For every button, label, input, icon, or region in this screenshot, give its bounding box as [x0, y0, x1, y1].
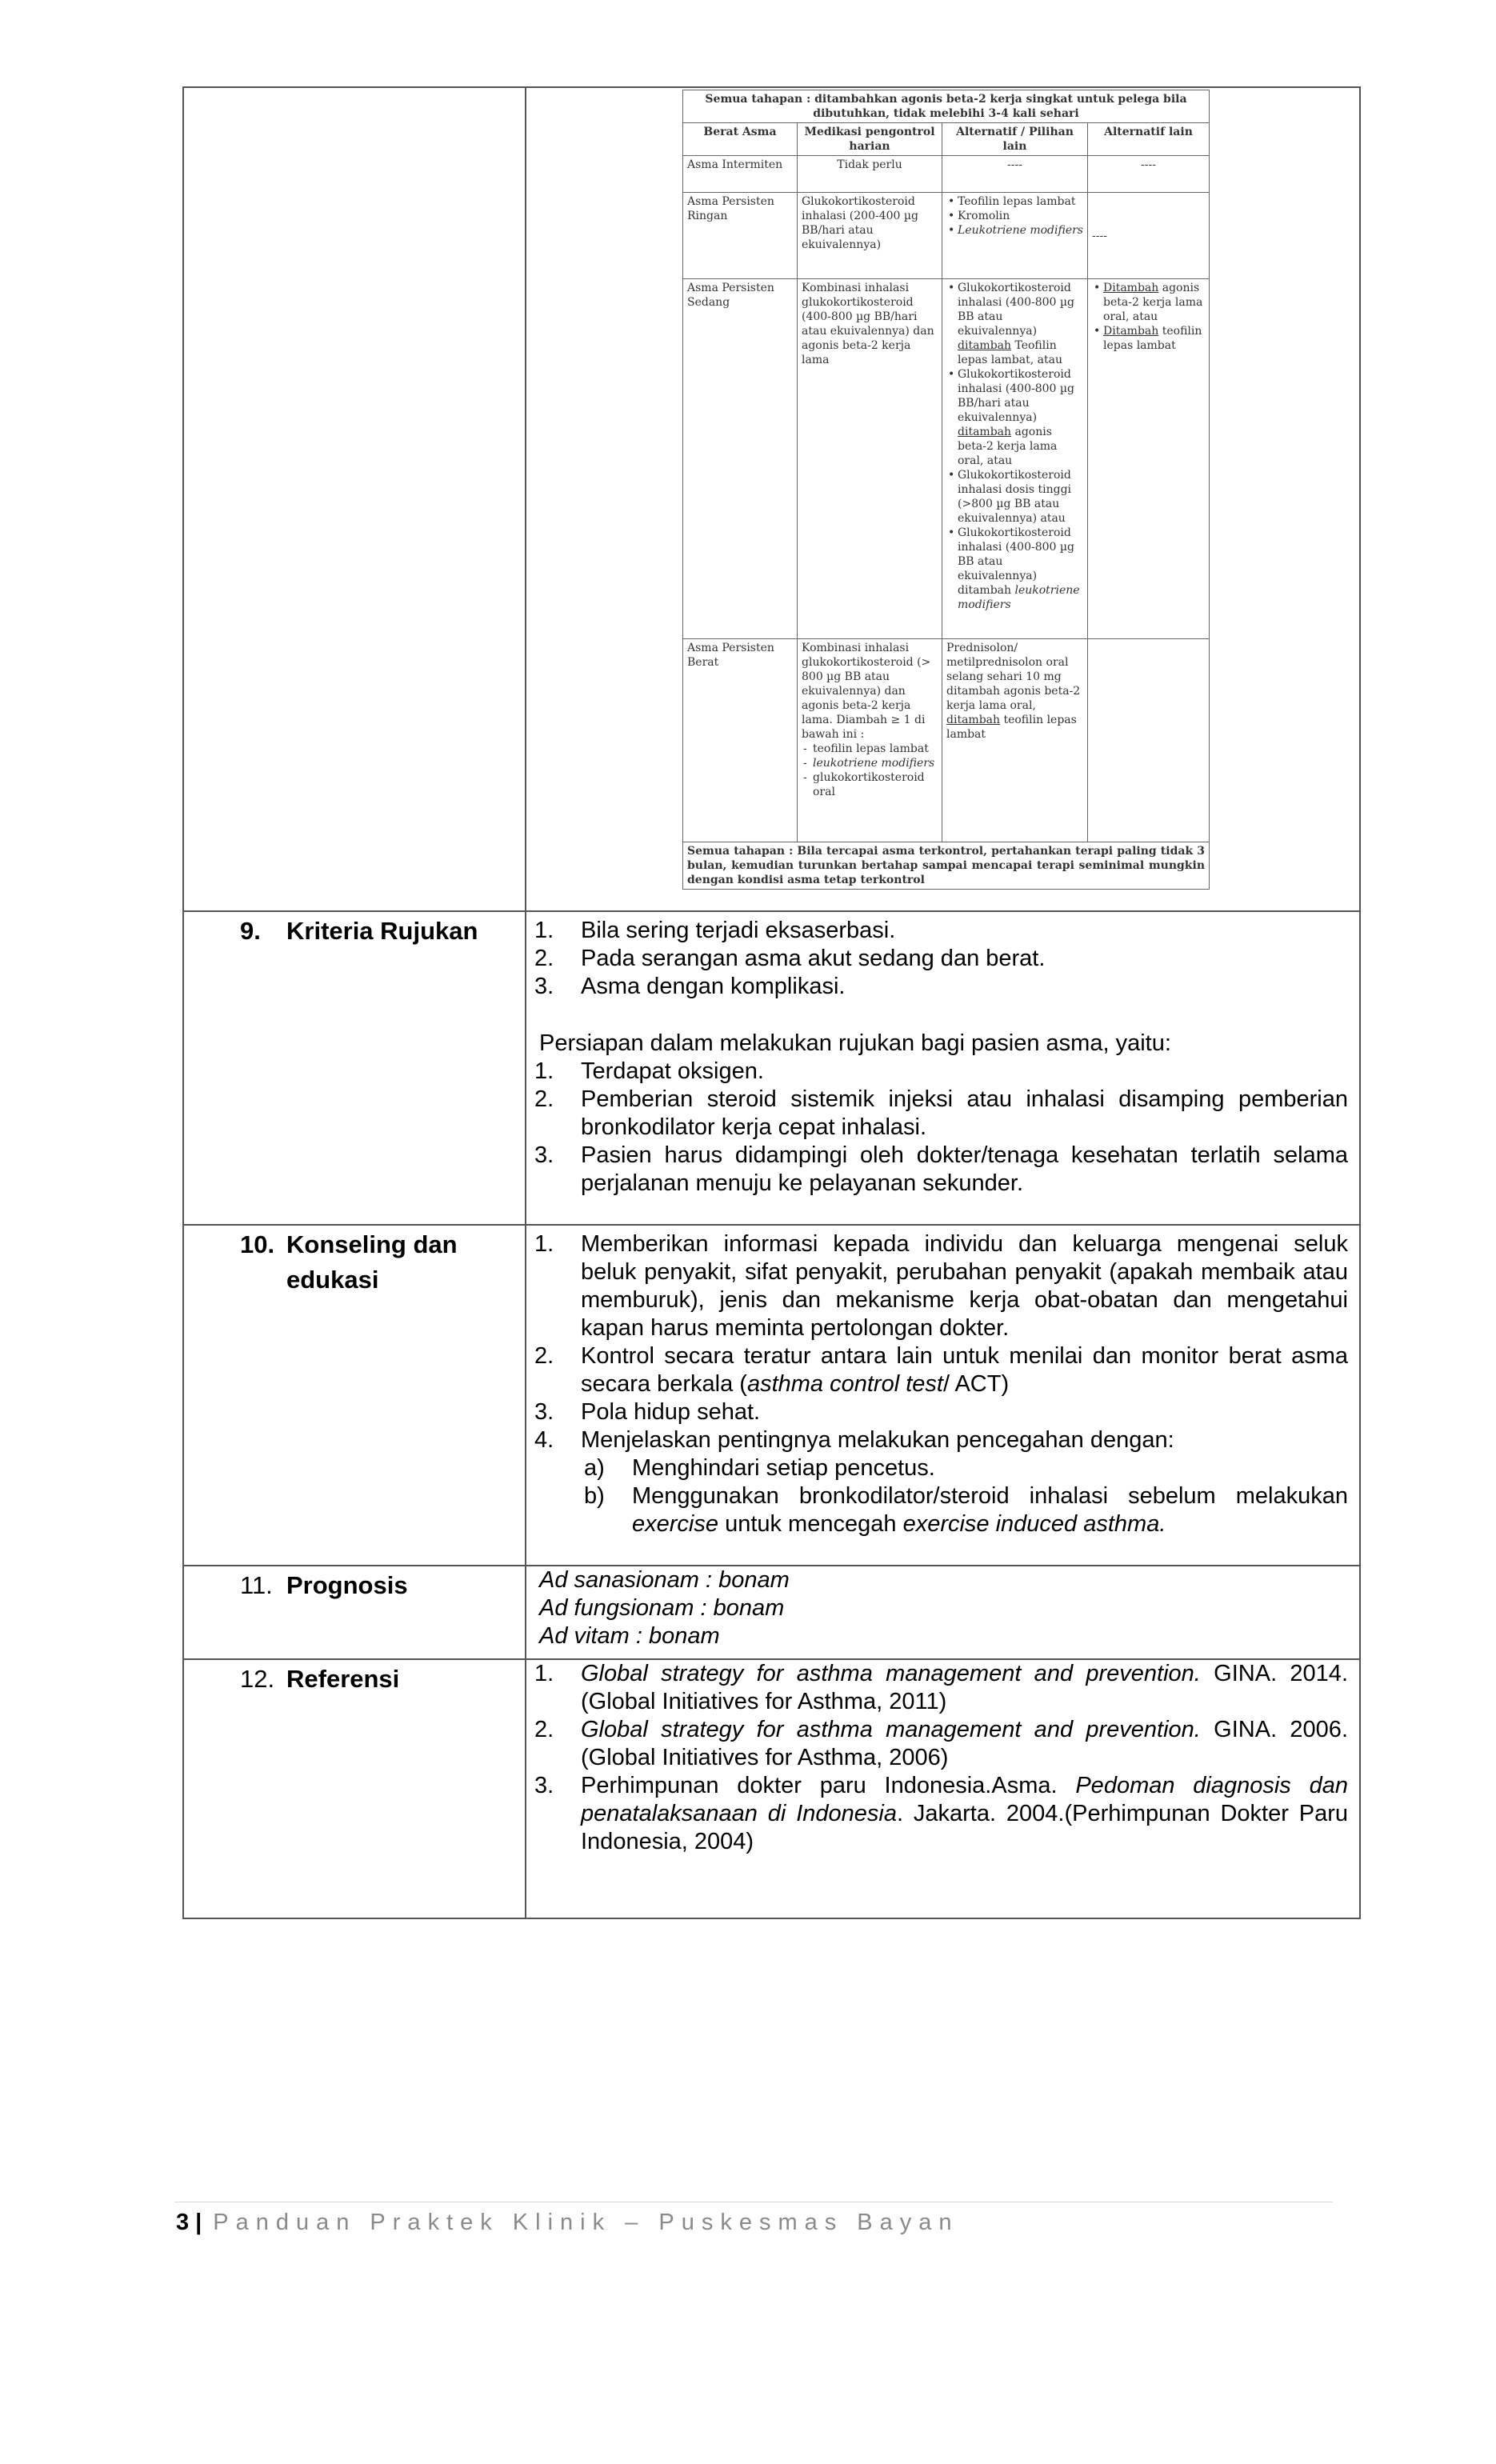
list-item: • Glukokortikosteroid inhalasi (400-800 µg BB atau ekuivalennya) ditambah Teofilin lepas lambat, atau: [958, 281, 1083, 367]
section-konseling-edukasi: [183, 1225, 1360, 1566]
section-content: [526, 912, 1359, 1206]
table-row: [683, 156, 1210, 193]
list-item: 2. Kontrol secara teratur antara lain untuk menilai dan monitor berat asma secara berkala (asthma control test/ ACT): [534, 1343, 1348, 1397]
sub-list-item: b) Menggunakan bronkodilator/steroid inhalasi sebelum melakukan exercise untuk mencegah exercise induced asthma.: [584, 1483, 1348, 1537]
section-content: [526, 1226, 1359, 1546]
section-referensi: [183, 1659, 1360, 1918]
alternative-cell: [942, 279, 1088, 639]
header-cell: Medikasi pengontrol harian: [798, 123, 942, 156]
header-cell: Alternatif / Pilihan lain: [942, 123, 1088, 156]
table-header-row: [683, 123, 1210, 156]
medication-table-cell: [526, 87, 1360, 911]
list-item: - teofilin lepas lambat: [813, 742, 938, 756]
section-title: 11. Prognosis: [240, 1571, 408, 1599]
list-item: 1. Memberikan informasi kepada individu dan keluarga mengenai seluk beluk penyakit, sifat penyakit, perubahan penyakit (apakah membaik atau memburuk), jenis dan mekanisme kerja obat-obatan dan mengetahui kapan harus meminta pertolongan dokter.: [534, 1231, 1348, 1341]
severity-cell: Asma Persisten Ringan: [683, 193, 798, 279]
list-item: • Glukokortikosteroid inhalasi dosis tinggi (>800 µg BB atau ekuivalennya) atau: [958, 468, 1083, 526]
asthma-medication-table: [682, 90, 1210, 890]
page-footer: [176, 2210, 959, 2236]
list-item: 1. Bila sering terjadi eksaserbasi.: [534, 918, 896, 943]
list-item: • Kromolin: [958, 209, 1083, 223]
alternative-cell: Prednisolon/ metilprednisolon oral selang sehari 10 mg ditambah agonis beta-2 kerja lama oral, ditambah teofilin lepas lambat: [942, 639, 1088, 842]
header-cell: Alternatif lain: [1088, 123, 1210, 156]
prep-intro: Persiapan dalam melakukan rujukan bagi pasien asma, yaitu:: [539, 1030, 1171, 1056]
clinical-guideline-table: [182, 86, 1361, 1919]
alternative-cell: [942, 193, 1088, 279]
section-title: 12. Referensi: [240, 1665, 400, 1693]
alternative-cell: ----: [942, 156, 1088, 193]
table-row: [683, 193, 1210, 279]
medication-cell: Kombinasi inhalasi glukokortikosteroid (400-800 µg BB/hari atau ekuivalennya) dan agonis beta-2 kerja lama: [798, 279, 942, 639]
medication-cell: Kombinasi inhalasi glukokortikosteroid (> 800 µg BB atau ekuivalennya) dan agonis beta-2 kerja lama. Diambah ≥ 1 di bawah ini : - teofilin lepas lambat - leukotriene modifiers - glukokortikosteroid oral: [798, 639, 942, 842]
list-item: 2. Pada serangan asma akut sedang dan berat.: [534, 946, 1046, 971]
reference-item: 2. Global strategy for asthma management and prevention. GINA. 2006.(Global Initiatives for Asthma, 2006): [534, 1717, 1348, 1770]
list-item: 3. Asma dengan komplikasi.: [534, 974, 846, 999]
section-content: [526, 1660, 1359, 1864]
section-kriteria-rujukan: [183, 911, 1360, 1225]
severity-cell: Asma Persisten Sedang: [683, 279, 798, 639]
list-item: 3. Pola hidup sehat.: [534, 1399, 761, 1425]
list-item: • Teofilin lepas lambat: [958, 194, 1083, 209]
footer-separator: |: [195, 2210, 202, 2235]
alternative-other-cell: [1088, 279, 1210, 639]
table-row: [683, 279, 1210, 639]
list-item: • Leukotriene modifiers: [958, 223, 1083, 238]
top-banner: Semua tahapan : ditambahkan agonis beta-2 kerja singkat untuk pelega bila dibutuhkan, tidak melebihi 3-4 kali sehari: [683, 90, 1210, 123]
list-item: • Ditambah agonis beta-2 kerja lama oral, atau: [1103, 281, 1205, 324]
list-item: 1. Terdapat oksigen.: [534, 1058, 764, 1084]
prognosis-line: Ad sanasionam : bonam: [539, 1567, 790, 1593]
table-row: [683, 639, 1210, 842]
page-number: 3: [176, 2210, 190, 2235]
section-prognosis: [183, 1566, 1360, 1659]
prognosis-line: Ad vitam : bonam: [539, 1623, 720, 1649]
prognosis-line: Ad fungsionam : bonam: [539, 1595, 785, 1621]
list-item: - glukokortikosteroid oral: [813, 770, 938, 799]
list-item: - leukotriene modifiers: [813, 756, 938, 770]
list-item: 2. Pemberian steroid sistemik injeksi atau inhalasi disamping pemberian bronkodilator kerja cepat inhalasi.: [534, 1086, 1348, 1140]
footer-text: Panduan Praktek Klinik – Puskesmas Bayan: [213, 2210, 959, 2235]
list-item: 4. Menjelaskan pentingnya melakukan pencegahan dengan:: [534, 1427, 1174, 1453]
list-item: • Ditambah teofilin lepas lambat: [1103, 324, 1205, 353]
bottom-banner: Semua tahapan : Bila tercapai asma terkontrol, pertahankan terapi paling tidak 3 bulan, kemudian turunkan bertahap sampai mencapai terapi seminimal mungkin dengan kondisi asma tetap terkontrol: [683, 842, 1210, 890]
list-item: • Glukokortikosteroid inhalasi (400-800 µg BB/hari atau ekuivalennya) ditambah agonis beta-2 kerja lama oral, atau: [958, 367, 1083, 468]
alternative-other-cell: [1088, 639, 1210, 842]
section-title: 10. Konseling dan edukasi: [240, 1230, 458, 1294]
section-content: [526, 1566, 1359, 1658]
reference-item: 3. Perhimpunan dokter paru Indonesia.Asma. Pedoman diagnosis dan penatalaksanaan di Indonesia. Jakarta. 2004.(Perhimpunan Dokter Paru Indonesia, 2004): [534, 1773, 1348, 1854]
sub-list-item: a) Menghindari setiap pencetus.: [584, 1455, 935, 1481]
reference-item: 1. Global strategy for asthma management and prevention. GINA. 2014.(Global Initiatives for Asthma, 2011): [534, 1661, 1348, 1714]
severity-cell: Asma Intermiten: [683, 156, 798, 193]
medication-cell: Tidak perlu: [798, 156, 942, 193]
header-cell: Berat Asma: [683, 123, 798, 156]
empty-label-cell: [183, 87, 526, 911]
list-item: • Glukokortikosteroid inhalasi (400-800 µg BB atau ekuivalennya) ditambah leukotriene modifiers: [958, 526, 1083, 612]
section-title: 9. Kriteria Rujukan: [240, 917, 478, 945]
medication-cell: Glukokortikosteroid inhalasi (200-400 µg BB/hari atau ekuivalennya): [798, 193, 942, 279]
severity-cell: Asma Persisten Berat: [683, 639, 798, 842]
alternative-other-cell: ----: [1088, 156, 1210, 193]
list-item: 3. Pasien harus didampingi oleh dokter/tenaga kesehatan terlatih selama perjalanan menuju ke pelayanan sekunder.: [534, 1142, 1348, 1196]
alternative-other-cell: ----: [1088, 193, 1210, 279]
